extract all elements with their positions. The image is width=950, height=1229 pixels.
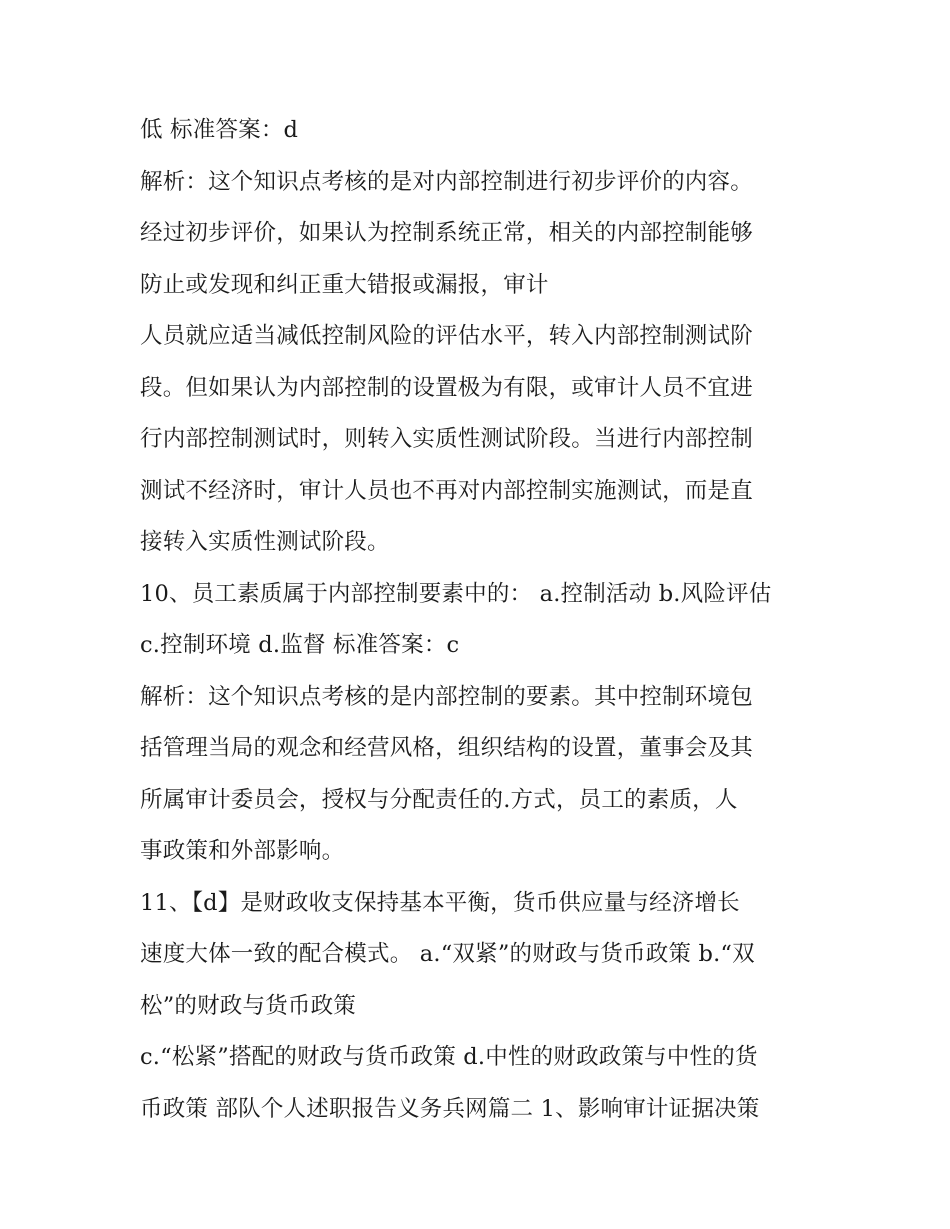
- text-line: 11、【d】是财政收支保持基本平衡，货币供应量与经济增长: [140, 889, 740, 916]
- text-line: 解析：这个知识点考核的是对内部控制进行初步评价的内容。: [140, 168, 753, 195]
- text-line: 币政策 部队个人述职报告义务兵网篇二 1、影响审计证据决策: [140, 1095, 760, 1122]
- text-line: 经过初步评价，如果认为控制系统正常，相关的内部控制能够: [140, 220, 753, 246]
- text-line: 行内部控制测试时，则转入实质性测试阶段。当进行内部控制: [140, 426, 753, 452]
- text-line: 松”的财政与货币政策: [140, 992, 357, 1019]
- document-body: [140, 108, 820, 1138]
- text-line: 人员就应适当减低控制风险的评估水平，转入内部控制测试阶: [140, 323, 753, 349]
- text-line: 所属审计委员会，授权与分配责任的.方式，员工的素质，人: [140, 786, 738, 813]
- text-line: 防止或发现和纠正重大错报或漏报，审计: [140, 271, 549, 298]
- text-line: 事政策和外部影响。: [140, 838, 345, 864]
- text-line: 接转入实质性测试阶段。: [140, 529, 390, 555]
- text-line: 段。但如果认为内部控制的设置极为有限，或审计人员不宜进: [140, 374, 753, 401]
- text-line: 测试不经济时，审计人员也不再对内部控制实施测试，而是直: [140, 477, 753, 504]
- text-line: 速度大体一致的配合模式。 a.“双紧”的财政与货币政策 b.“双: [140, 941, 755, 967]
- text-line: 10、员工素质属于内部控制要素中的： a.控制活动 b.风险评估: [140, 580, 772, 607]
- text-line: 括管理当局的观念和经营风格，组织结构的设置，董事会及其: [140, 735, 753, 761]
- text-line: 解析：这个知识点考核的是内部控制的要素。其中控制环境包: [140, 683, 753, 710]
- text-line: 低 标准答案：d: [140, 117, 299, 143]
- text-line: c.控制环境 d.监督 标准答案：c: [140, 632, 460, 658]
- text-line: c.“松紧”搭配的财政与货币政策 d.中性的财政政策与中性的货: [140, 1044, 758, 1070]
